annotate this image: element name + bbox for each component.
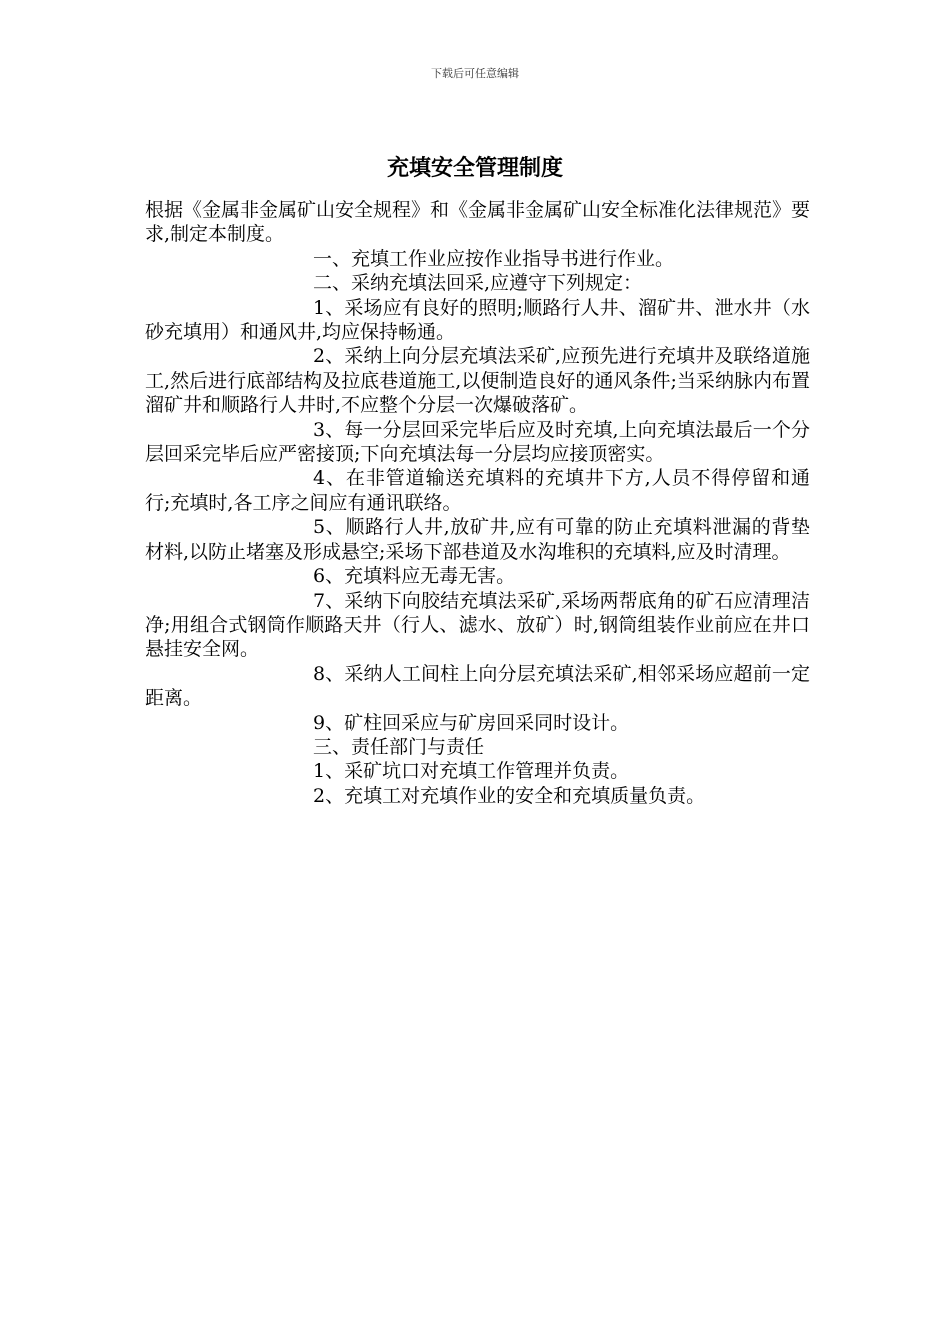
rule-item-7: 7、采纳下向胶结充填法采矿,采场两帮底角的矿石应清理洁净;用组合式钢筒作顺路天井（行人、滤水、放矿）时,钢筒组装作业前应在井口悬挂安全网。 bbox=[145, 589, 810, 661]
document-body bbox=[145, 198, 810, 808]
rule-item-4: 4、在非管道输送充填料的充填井下方,人员不得停留和通行;充填时,各工序之间应有通讯联络。 bbox=[145, 467, 810, 514]
responsibility-item-1: 1、采矿坑口对充填工作管理并负责。 bbox=[313, 760, 630, 783]
rule-item-1: 1、采场应有良好的照明;顺路行人井、溜矿井、泄水井（水砂充填用）和通风井,均应保持畅通。 bbox=[145, 296, 810, 344]
rule-item-6: 6、充填料应无毒无害。 bbox=[313, 565, 516, 588]
rule-item-3: 3、每一分层回采完毕后应及时充填,上向充填法最后一个分层回采完毕后应严密接顶;下向充填法每一分层均应接顶密实。 bbox=[145, 418, 810, 466]
intro-paragraph: 根据《金属非金属矿山安全规程》和《金属非金属矿山安全标准化法律规范》要求,制定本制度。 bbox=[145, 199, 811, 246]
section-2-heading: 二、采纳充填法回采,应遵守下列规定： bbox=[313, 272, 643, 295]
rule-item-8: 8、采纳人工间柱上向分层充填法采矿,相邻采场应超前一定距离。 bbox=[145, 662, 810, 710]
responsibility-item-2: 2、充填工对充填作业的安全和充填质量负责。 bbox=[313, 784, 706, 807]
rule-item-9: 9、矿柱回采应与矿房回采同时设计。 bbox=[313, 711, 630, 734]
document-title: 充填安全管理制度 bbox=[386, 155, 563, 181]
section-1-heading: 一、充填工作业应按作业指导书进行作业。 bbox=[313, 247, 675, 270]
rule-item-2: 2、采纳上向分层充填法采矿,应预先进行充填井及联络道施工,然后进行底部结构及拉底巷道施工,以便制造良好的通风条件;当采纳脉内布置溜矿井和顺路行人井时,不应整个分层一次爆破落矿。 bbox=[145, 345, 810, 417]
header-note: 下载后可任意编辑 bbox=[431, 67, 519, 80]
section-3-heading: 三、责任部门与责任 bbox=[313, 735, 485, 758]
rule-item-5: 5、顺路行人井,放矿井,应有可靠的防止充填料泄漏的背垫材料,以防止堵塞及形成悬空;采场下部巷道及水沟堆积的充填料,应及时清理。 bbox=[145, 516, 810, 563]
